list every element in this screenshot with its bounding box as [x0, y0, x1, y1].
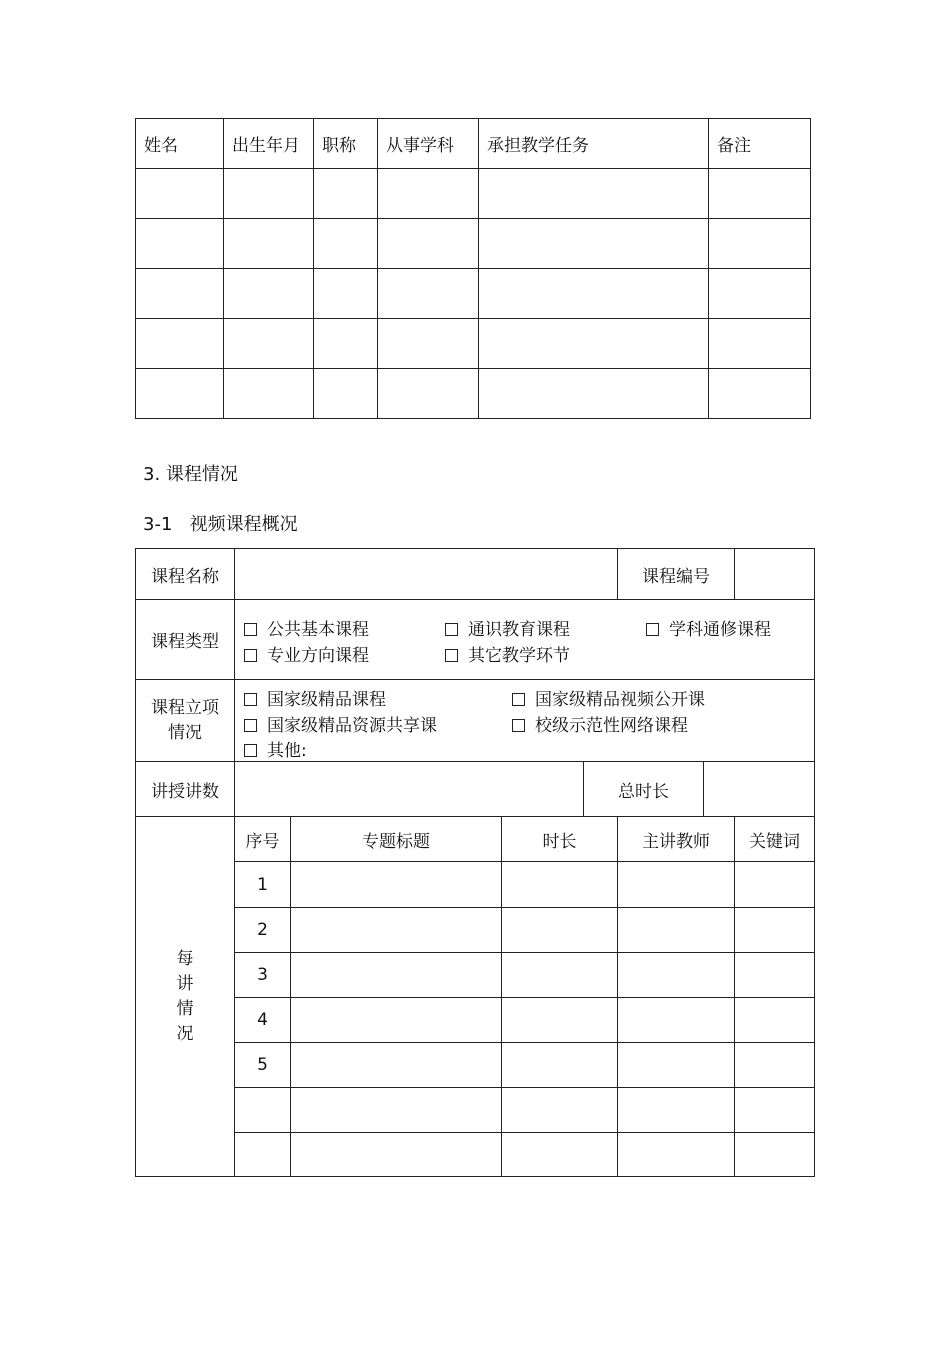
checkbox-icon[interactable]: [445, 623, 458, 636]
table-row: [136, 1043, 815, 1088]
cell[interactable]: [378, 369, 479, 419]
table-row: [136, 953, 815, 998]
header-topic: 专题标题: [291, 817, 502, 862]
cell[interactable]: [136, 169, 224, 219]
cell[interactable]: [136, 219, 224, 269]
checkbox-icon[interactable]: [445, 649, 458, 662]
cell[interactable]: [618, 1133, 735, 1177]
cell[interactable]: [314, 319, 378, 369]
per-lecture-header-row: [136, 817, 815, 862]
type-option-general[interactable]: 通识教育课程: [445, 615, 570, 640]
seq-cell: 1: [235, 862, 291, 908]
cell[interactable]: [291, 998, 502, 1043]
cell[interactable]: [479, 269, 709, 319]
duration-field[interactable]: [704, 762, 815, 817]
cell[interactable]: [502, 1133, 618, 1177]
seq-cell: 5: [235, 1043, 291, 1088]
lectures-row: [136, 762, 815, 817]
cell[interactable]: [735, 998, 815, 1043]
seq-cell: 2: [235, 908, 291, 953]
cell[interactable]: [291, 1088, 502, 1133]
cell[interactable]: [735, 953, 815, 998]
cell[interactable]: [224, 269, 314, 319]
cell[interactable]: [291, 908, 502, 953]
cell[interactable]: [314, 219, 378, 269]
course-code-field[interactable]: [735, 549, 815, 600]
header-remarks: 备注: [709, 119, 811, 169]
cell[interactable]: [136, 269, 224, 319]
project-option-other[interactable]: 其他:: [244, 736, 307, 761]
header-keywords: 关键词: [735, 817, 815, 862]
cell[interactable]: [618, 998, 735, 1043]
staff-table: [135, 118, 811, 419]
header-discipline: 从事学科: [378, 119, 479, 169]
cell[interactable]: [735, 1043, 815, 1088]
table-row: [136, 908, 815, 953]
cell[interactable]: [709, 169, 811, 219]
cell[interactable]: [136, 319, 224, 369]
cell[interactable]: [224, 369, 314, 419]
table-row: [136, 269, 811, 319]
cell[interactable]: [314, 169, 378, 219]
project-option-national-resource[interactable]: 国家级精品资源共享课: [244, 711, 437, 736]
checkbox-icon[interactable]: [244, 623, 257, 636]
cell[interactable]: [735, 1088, 815, 1133]
table-row: [136, 862, 815, 908]
seq-cell: 4: [235, 998, 291, 1043]
header-name: 姓名: [136, 119, 224, 169]
cell[interactable]: [502, 1088, 618, 1133]
lectures-field[interactable]: [235, 762, 584, 817]
cell[interactable]: [291, 1043, 502, 1088]
course-name-row: [136, 549, 815, 600]
header-birth: 出生年月: [224, 119, 314, 169]
course-code-label: 课程编号: [618, 549, 735, 600]
course-type-row: [136, 600, 815, 680]
course-project-options: [235, 680, 815, 762]
cell[interactable]: [735, 908, 815, 953]
lectures-label: 讲授讲数: [136, 762, 235, 817]
cell[interactable]: [479, 169, 709, 219]
cell[interactable]: [502, 908, 618, 953]
cell[interactable]: [709, 269, 811, 319]
course-type-label: 课程类型: [136, 600, 235, 680]
header-teacher: 主讲教师: [618, 817, 735, 862]
project-option-national-video[interactable]: 国家级精品视频公开课: [512, 685, 705, 710]
course-type-options: [235, 600, 815, 680]
cell[interactable]: [314, 269, 378, 319]
cell[interactable]: [314, 369, 378, 419]
project-option-school-network[interactable]: 校级示范性网络课程: [512, 711, 688, 736]
table-row: [136, 1133, 815, 1177]
cell[interactable]: [502, 998, 618, 1043]
seq-cell: [235, 1133, 291, 1177]
cell[interactable]: [224, 319, 314, 369]
cell[interactable]: [618, 908, 735, 953]
checkbox-icon[interactable]: [512, 693, 525, 706]
section-title: 3. 课程情况: [143, 464, 238, 485]
cell[interactable]: [291, 1133, 502, 1177]
type-option-public[interactable]: 公共基本课程: [244, 615, 369, 640]
checkbox-icon[interactable]: [244, 693, 257, 706]
table-row: [136, 1088, 815, 1133]
staff-header-row: [136, 119, 811, 169]
per-lecture-label: 每 讲 情 况: [136, 817, 235, 1177]
course-name-field[interactable]: [235, 549, 618, 600]
cell[interactable]: [291, 953, 502, 998]
section-subtitle: 3-1 视频课程概况: [143, 514, 298, 535]
checkbox-icon[interactable]: [512, 719, 525, 732]
course-project-row: [136, 680, 815, 762]
cell[interactable]: [136, 369, 224, 419]
cell[interactable]: [709, 319, 811, 369]
project-option-national-excellent[interactable]: 国家级精品课程: [244, 685, 386, 710]
cell[interactable]: [709, 219, 811, 269]
header-title: 职称: [314, 119, 378, 169]
cell[interactable]: [709, 369, 811, 419]
table-row: [136, 998, 815, 1043]
table-row: [136, 169, 811, 219]
cell[interactable]: [479, 319, 709, 369]
type-option-other[interactable]: 其它教学环节: [445, 641, 570, 666]
cell[interactable]: [378, 169, 479, 219]
seq-cell: [235, 1088, 291, 1133]
checkbox-icon[interactable]: [244, 719, 257, 732]
cell[interactable]: [479, 369, 709, 419]
type-option-major[interactable]: 专业方向课程: [244, 641, 369, 666]
type-option-discipline[interactable]: 学科通修课程: [646, 615, 771, 640]
duration-label: 总时长: [584, 762, 704, 817]
cell[interactable]: [378, 319, 479, 369]
header-duration: 时长: [502, 817, 618, 862]
cell[interactable]: [618, 862, 735, 908]
seq-cell: 3: [235, 953, 291, 998]
table-row: [136, 319, 811, 369]
course-table: [135, 548, 815, 1177]
checkbox-icon[interactable]: [244, 744, 257, 757]
cell[interactable]: [735, 862, 815, 908]
cell[interactable]: [378, 269, 479, 319]
table-row: [136, 219, 811, 269]
header-seq: 序号: [235, 817, 291, 862]
cell[interactable]: [378, 219, 479, 269]
cell[interactable]: [291, 862, 502, 908]
cell[interactable]: [224, 219, 314, 269]
cell[interactable]: [618, 953, 735, 998]
table-row: [136, 369, 811, 419]
checkbox-icon[interactable]: [646, 623, 659, 636]
cell[interactable]: [735, 1133, 815, 1177]
cell[interactable]: [502, 1043, 618, 1088]
cell[interactable]: [618, 1088, 735, 1133]
course-project-label: 课程立项 情况: [136, 680, 235, 762]
course-name-label: 课程名称: [136, 549, 235, 600]
cell[interactable]: [502, 953, 618, 998]
cell[interactable]: [502, 862, 618, 908]
header-task: 承担教学任务: [479, 119, 709, 169]
cell[interactable]: [618, 1043, 735, 1088]
checkbox-icon[interactable]: [244, 649, 257, 662]
cell[interactable]: [224, 169, 314, 219]
cell[interactable]: [479, 219, 709, 269]
